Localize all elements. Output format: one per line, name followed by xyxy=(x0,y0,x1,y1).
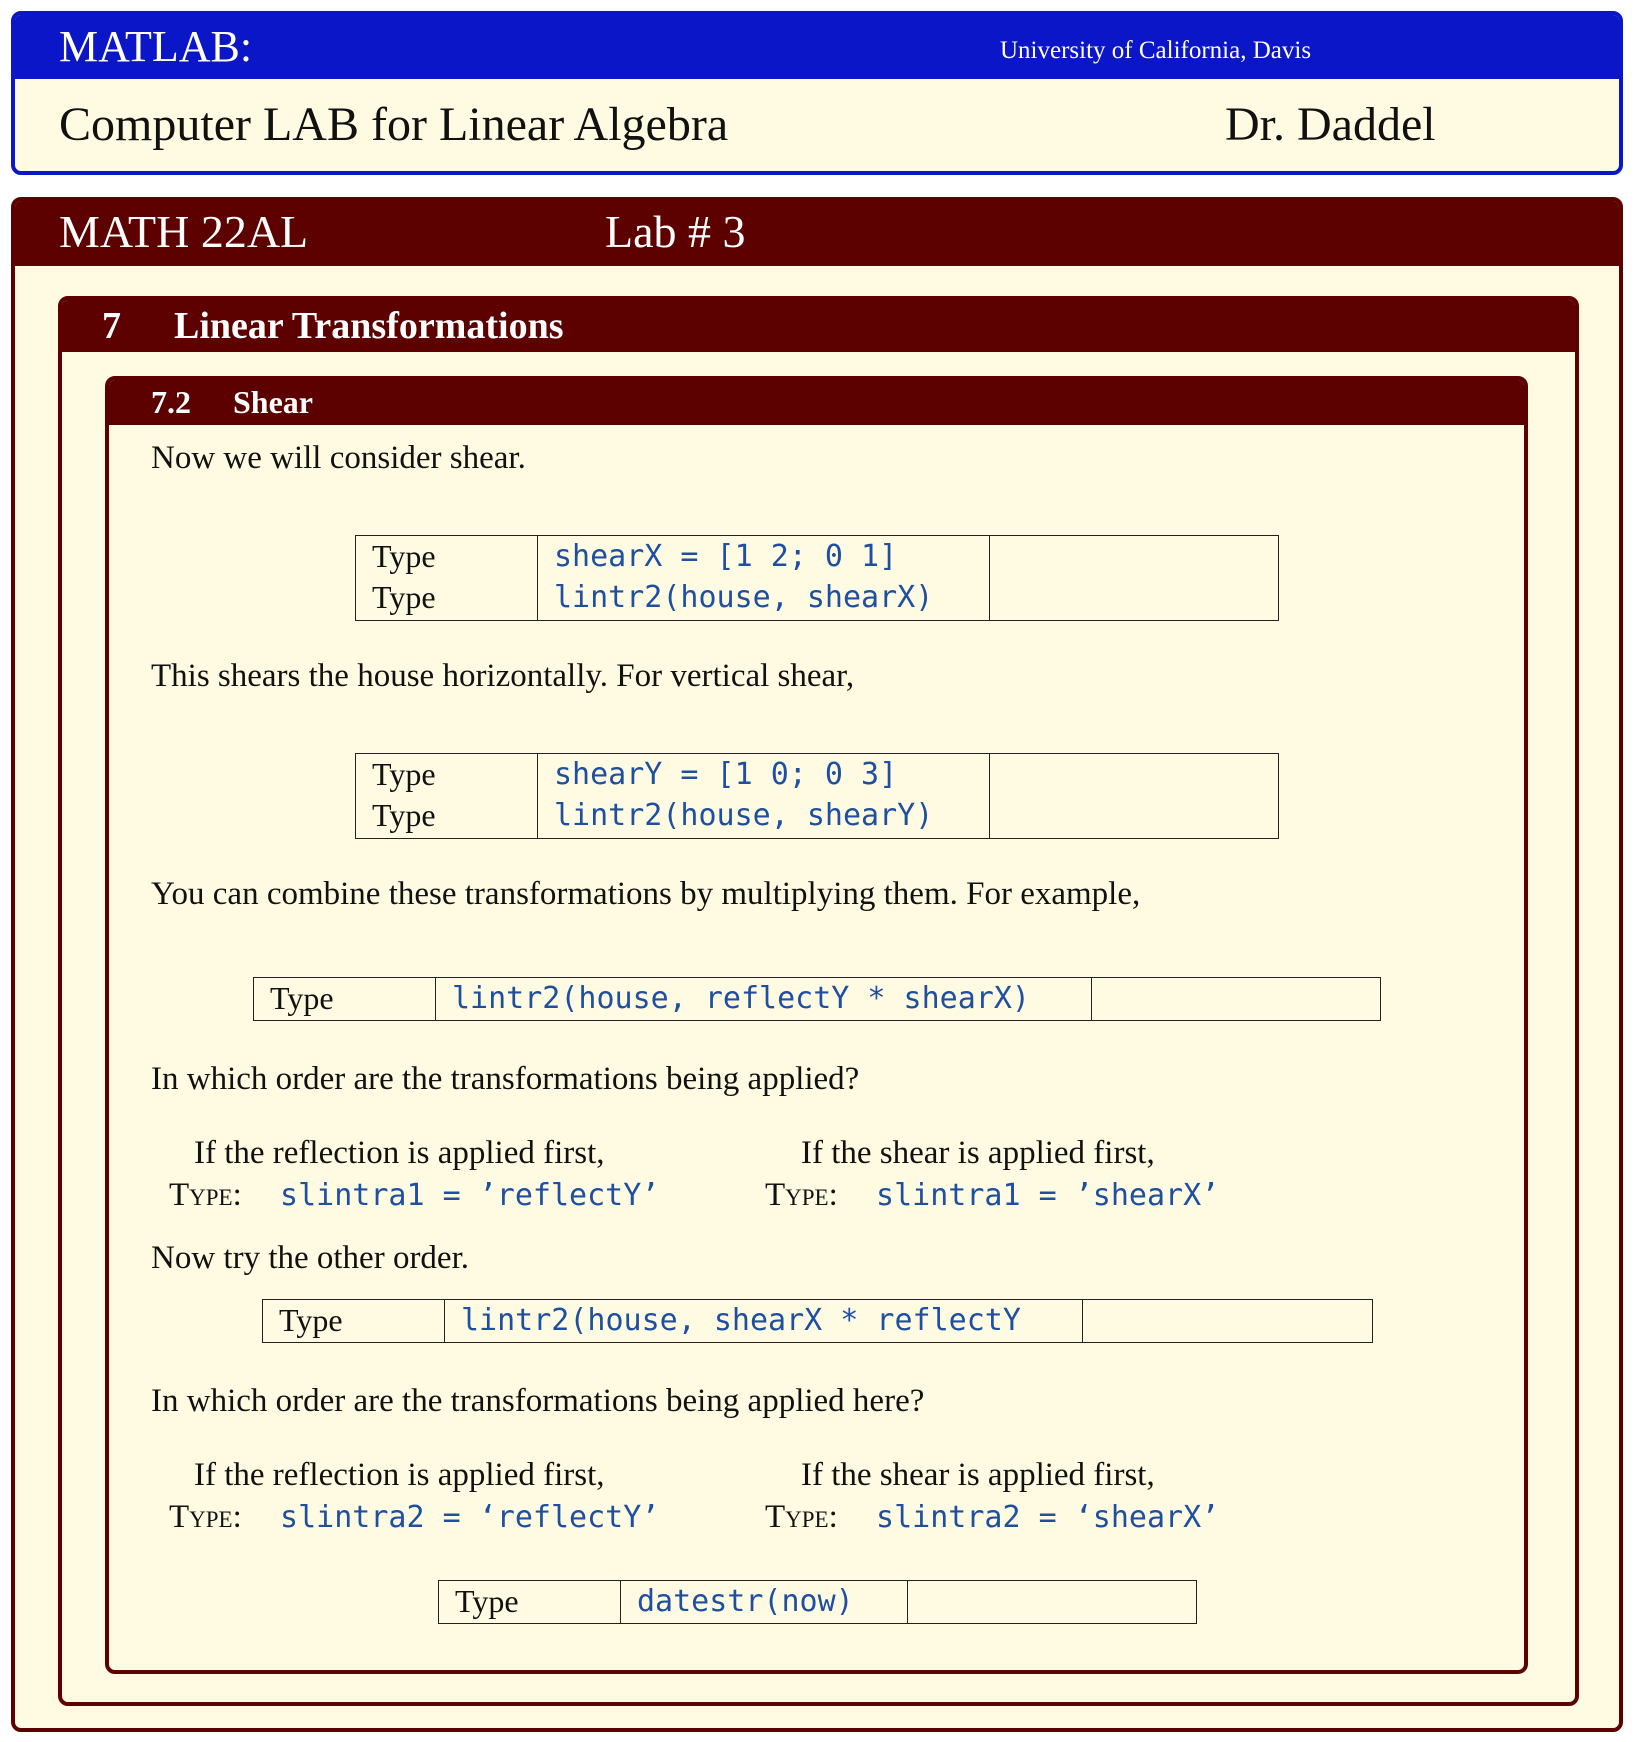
code-command: lintr2(house, shearY) xyxy=(554,798,934,833)
type-label: Type xyxy=(372,538,436,574)
section-bar xyxy=(62,300,1575,352)
section-title: Linear Transformations xyxy=(174,305,564,347)
type-label: Type xyxy=(372,797,436,833)
subsection-title: Shear xyxy=(233,384,313,420)
paragraph: This shears the house horizontally. For vertical shear, xyxy=(151,658,855,694)
course-title: Computer LAB for Linear Algebra xyxy=(59,98,729,151)
header-bar xyxy=(15,15,1619,79)
code-command: shearY = [1 0; 0 3] xyxy=(554,757,898,792)
paragraph: Now we will consider shear. xyxy=(151,440,526,476)
type-label: Type xyxy=(270,980,334,1016)
paragraph: Now try the other order. xyxy=(151,1240,469,1276)
answer-cell xyxy=(1083,1300,1372,1342)
section-number: 7 xyxy=(102,305,121,347)
lab-course: MATH 22AL xyxy=(59,206,309,257)
code-command: slintra1 = ’shearX’ xyxy=(876,1178,1220,1213)
code-command: lintr2(house, shearX * reflectY xyxy=(461,1303,1021,1338)
command-table xyxy=(253,977,1381,1021)
code-command: datestr(now) xyxy=(637,1584,854,1619)
document-header xyxy=(11,11,1623,175)
command-table xyxy=(355,535,1279,621)
code-command: slintra2 = ‘shearX’ xyxy=(876,1500,1220,1535)
type-keyword: Type: xyxy=(169,1499,242,1535)
choice-prompt: If the shear is applied first, xyxy=(801,1457,1155,1493)
code-command: shearX = [1 2; 0 1] xyxy=(554,539,898,574)
code-command: lintr2(house, shearX) xyxy=(554,580,934,615)
subsection-number: 7.2 xyxy=(151,384,191,420)
type-label: Type xyxy=(279,1302,343,1338)
choice-prompt: If the reflection is applied first, xyxy=(194,1457,605,1493)
paragraph: In which order are the transformations being applied here? xyxy=(151,1383,925,1419)
choice-prompt: If the shear is applied first, xyxy=(801,1135,1155,1171)
answer-cell xyxy=(908,1581,1196,1623)
lab-box xyxy=(11,197,1623,1732)
code-command: slintra1 = ’reflectY’ xyxy=(280,1178,660,1213)
type-label: Type xyxy=(372,756,436,792)
choice-prompt: If the reflection is applied first, xyxy=(194,1135,605,1171)
command-table xyxy=(355,753,1279,839)
answer-cell xyxy=(990,754,1278,838)
lab-number: Lab # 3 xyxy=(605,206,746,257)
paragraph: In which order are the transformations being applied? xyxy=(151,1061,860,1097)
subsection-box xyxy=(105,376,1528,1674)
section-box xyxy=(58,296,1579,1706)
choice-instruction xyxy=(765,1177,1219,1214)
choice-instruction xyxy=(169,1177,659,1214)
command-table xyxy=(262,1299,1373,1343)
university-name: University of California, Davis xyxy=(1000,37,1312,64)
code-command: slintra2 = ‘reflectY’ xyxy=(280,1500,660,1535)
paragraph: You can combine these transformations by multiplying them. For example, xyxy=(151,876,1141,912)
choice-instruction xyxy=(765,1499,1219,1536)
answer-cell xyxy=(1092,978,1380,1020)
header-title: MATLAB: xyxy=(59,22,253,71)
choice-instruction xyxy=(169,1499,659,1536)
type-label: Type xyxy=(455,1583,519,1619)
answer-cell xyxy=(990,536,1278,620)
author-name: Dr. Daddel xyxy=(1225,98,1436,151)
subsection-bar xyxy=(109,380,1524,425)
type-keyword: Type: xyxy=(169,1177,242,1213)
type-keyword: Type: xyxy=(765,1177,838,1213)
type-label: Type xyxy=(372,579,436,615)
type-keyword: Type: xyxy=(765,1499,838,1535)
command-table xyxy=(438,1580,1197,1624)
lab-bar xyxy=(15,201,1619,266)
code-command: lintr2(house, reflectY * shearX) xyxy=(452,981,1030,1016)
